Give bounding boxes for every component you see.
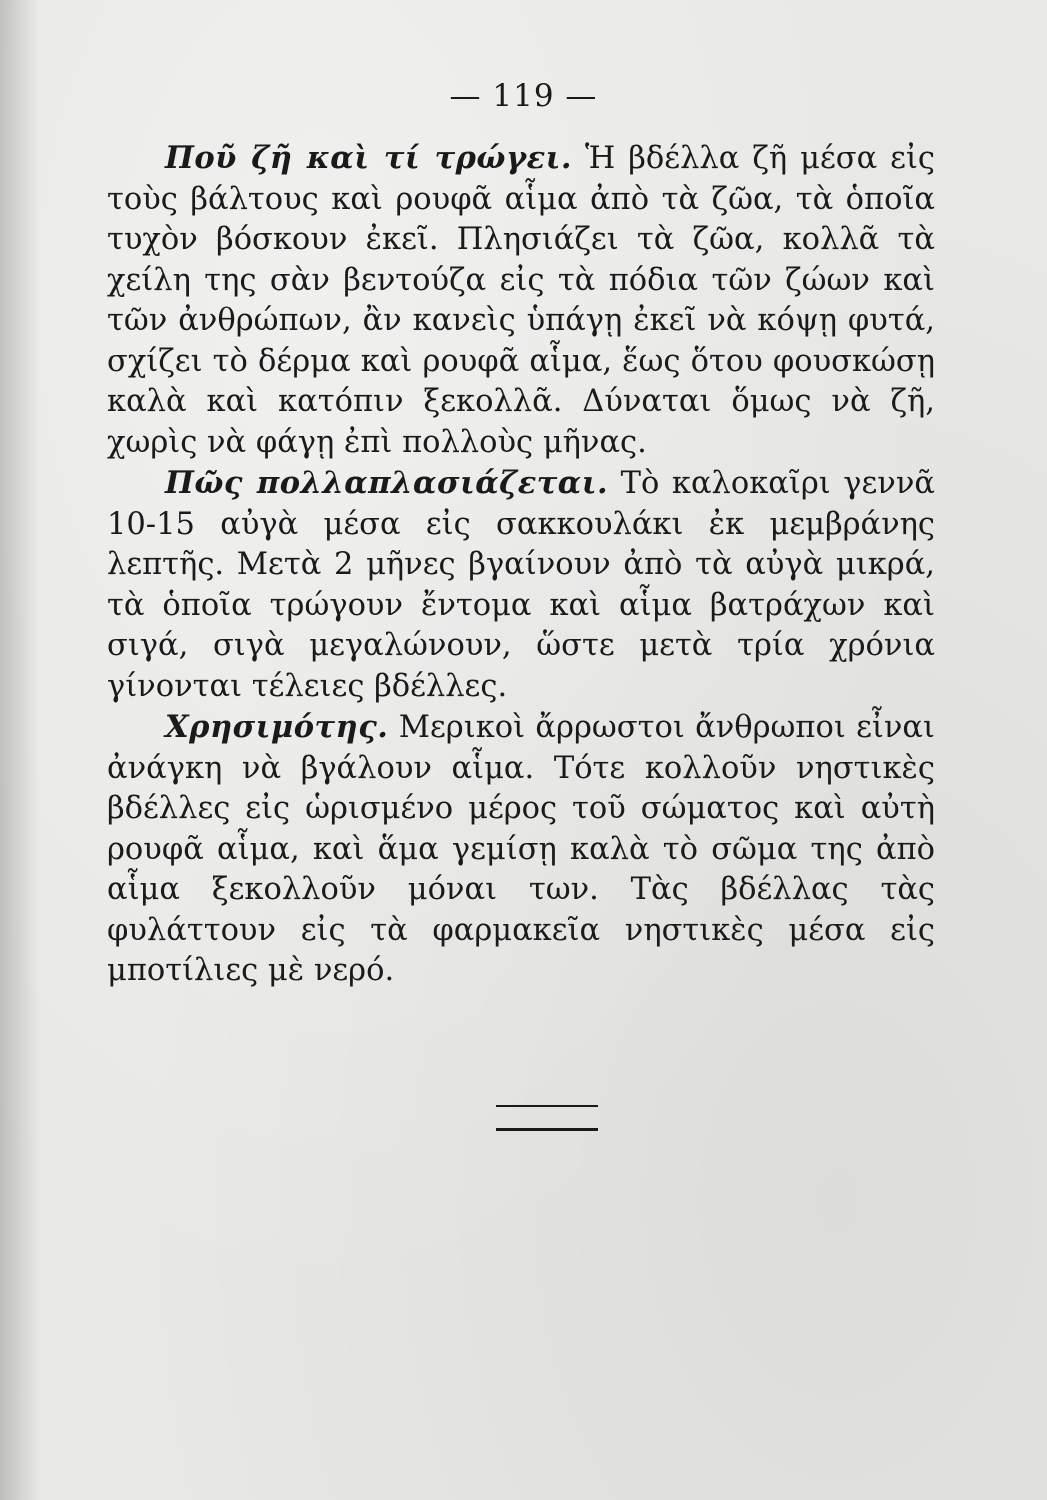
heading-reproduction: Πῶς πολλαπλασιάζεται. bbox=[165, 465, 609, 501]
heading-habitat: Ποῦ ζῆ καὶ τί τρώγει. bbox=[165, 140, 573, 176]
page-number: — 119 — bbox=[449, 78, 598, 114]
heading-usefulness: Χρησιμότης. bbox=[165, 709, 389, 745]
text-usefulness: Μερικοὶ ἄρρωστοι ἄνθρωποι εἶναι ἀνάγκη νὰ βγάλουν αἷμα. Τότε κολλοῦν νηστικὲς βδέλλες εἰς ὡρισμένο μέρος τοῦ σώματος καὶ αὐτὴ ρουφᾶ αἷμα, καὶ ἅμα γεμίσῃ καλὰ τὸ σῶμα της ἀπὸ αἷμα ξεκολλοῦν μόναι των. Τὰς βδέλλας τὰς φυλάττουν εἰς τὰ φαρμακεῖα νηστικὲς μέσα εἰς μποτίλιες μὲ νερό. bbox=[107, 710, 935, 988]
text-block bbox=[107, 138, 935, 992]
spine-shadow bbox=[0, 0, 40, 1500]
paragraph-reproduction bbox=[107, 463, 935, 707]
paragraph-habitat bbox=[107, 138, 935, 463]
end-rule-thick bbox=[496, 1128, 598, 1131]
text-habitat: Ἡ βδέλλα ζῆ μέσα εἰς τοὺς βάλτους καὶ ρουφᾶ αἷμα ἀπὸ τὰ ζῶα, τὰ ὁποῖα τυχὸν βόσκουν ἐκεῖ. Πλησιάζει τὰ ζῶα, κολλᾶ τὰ χείλη της σὰν βεντούζα εἰς τὰ πόδια τῶν ζώων καὶ τῶν ἀνθρώπων, ἂν κανεὶς ὑπάγῃ ἐκεῖ νὰ κόψῃ φυτά, σχίζει τὸ δέρμα καὶ ρουφᾶ αἷμα, ἕως ὅτου φουσκώσῃ καλὰ καὶ κατόπιν ξεκολλᾶ. Δύναται ὅμως νὰ ζῆ, χωρὶς νὰ φάγῃ ἐπὶ πολλοὺς μῆνας. bbox=[107, 141, 935, 460]
paragraph-usefulness bbox=[107, 707, 935, 992]
end-rule-thin bbox=[496, 1105, 598, 1107]
text-reproduction: Τὸ καλοκαῖρι γεννᾶ 10-15 αὐγὰ μέσα εἰς σακκουλάκι ἐκ μεμβράνης λεπτῆς. Μετὰ 2 μῆνες βγαίνουν ἀπὸ τὰ αὐγὰ μικρά, τὰ ὁποῖα τρώγουν ἔντομα καὶ αἷμα βατράχων καὶ σιγά, σιγὰ μεγαλώνουν, ὥστε μετὰ τρία χρόνια γίνονται τέλειες βδέλλες. bbox=[107, 466, 935, 704]
